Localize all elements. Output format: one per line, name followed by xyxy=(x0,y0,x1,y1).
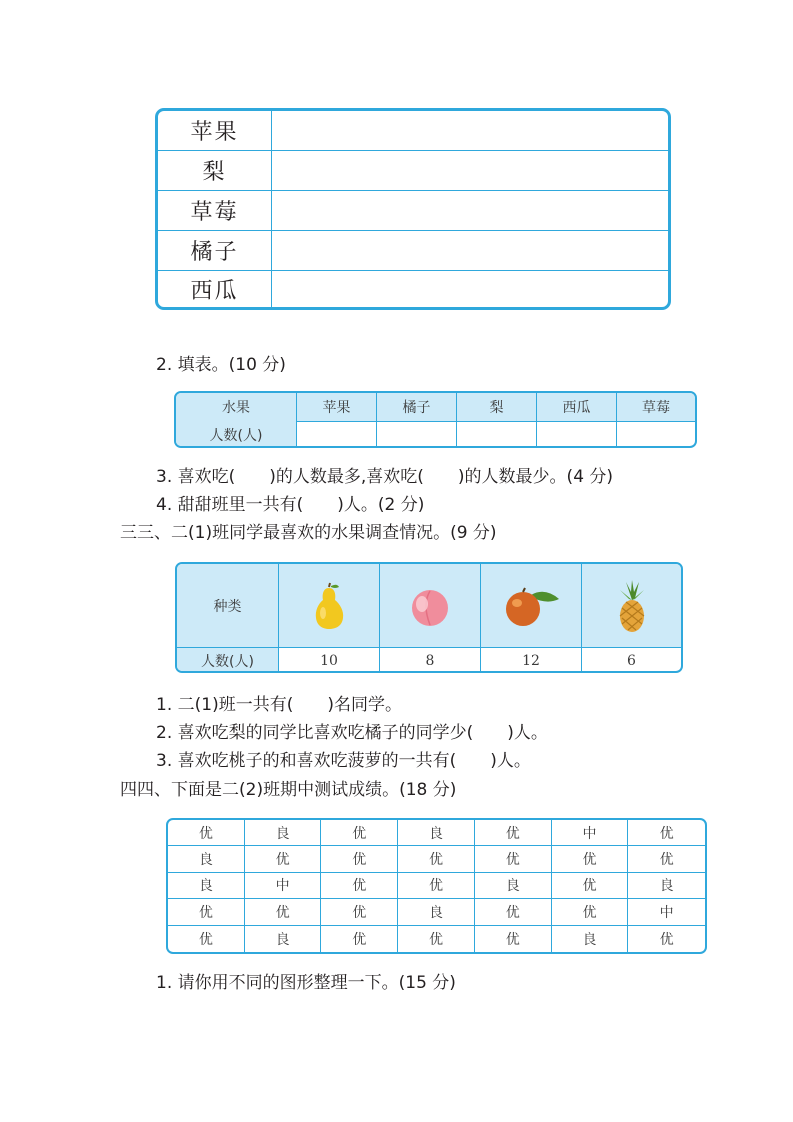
section-4-title: 四四、下面是二(2)班期中测试成绩。(18 分) xyxy=(120,780,457,800)
table-row xyxy=(158,191,668,231)
grade-cell: 良 xyxy=(245,820,322,845)
blank-cell xyxy=(377,421,457,448)
question-3: 3. 喜欢吃( )的人数最多,喜欢吃( )的人数最少。(4 分) xyxy=(156,467,614,487)
grade-cell: 良 xyxy=(168,846,245,871)
fruit-cell xyxy=(380,564,481,647)
section-4-question-1: 1. 请你用不同的图形整理一下。(15 分) xyxy=(156,973,456,993)
grade-cell: 优 xyxy=(321,873,398,898)
blank-cell xyxy=(457,421,537,448)
question-2: 2. 填表。(10 分) xyxy=(156,355,286,375)
table-row xyxy=(168,926,705,952)
grade-cell: 优 xyxy=(245,899,322,924)
header-cell: 草莓 xyxy=(642,400,670,416)
table-row xyxy=(177,648,681,673)
section-3-question-1: 1. 二(1)班一共有( )名同学。 xyxy=(156,695,402,715)
fill-in-table xyxy=(174,391,697,448)
question-4: 4. 甜甜班里一共有( )人。(2 分) xyxy=(156,495,425,515)
grade-cell: 中 xyxy=(552,820,629,845)
grade-cell: 优 xyxy=(168,926,245,952)
grade-cell: 良 xyxy=(245,926,322,952)
grade-cell: 优 xyxy=(398,846,475,871)
table-row xyxy=(168,873,705,899)
grade-cell: 优 xyxy=(398,873,475,898)
table-row xyxy=(158,111,668,151)
fruit-label: 梨 xyxy=(158,151,272,190)
fruit-list-table xyxy=(155,108,671,310)
grade-cell: 优 xyxy=(552,899,629,924)
grade-cell: 优 xyxy=(321,899,398,924)
grade-cell: 良 xyxy=(552,926,629,952)
fruit-label: 苹果 xyxy=(158,111,272,150)
header-cell: 苹果 xyxy=(297,393,377,421)
grade-cell: 良 xyxy=(475,873,552,898)
grade-cell: 优 xyxy=(659,852,674,869)
grade-cell: 优 xyxy=(552,846,629,871)
grade-cell: 优 xyxy=(321,846,398,871)
blank-cell xyxy=(617,421,695,448)
grade-cell: 良 xyxy=(168,873,245,898)
grade-cell: 优 xyxy=(659,931,674,948)
table-row xyxy=(168,846,705,872)
fruit-cell xyxy=(582,564,681,647)
grade-cell: 优 xyxy=(168,899,245,924)
fruit-label: 西瓜 xyxy=(158,271,272,307)
fruit-survey-table xyxy=(175,562,683,673)
count-cell: 6 xyxy=(627,652,636,669)
grade-cell: 优 xyxy=(475,820,552,845)
row-label: 人数(人) xyxy=(176,421,297,448)
blank-cell xyxy=(537,421,617,448)
grade-cell: 优 xyxy=(552,873,629,898)
count-label: 人数(人) xyxy=(177,648,279,673)
grade-cell: 优 xyxy=(475,926,552,952)
orange-icon xyxy=(501,583,561,629)
grade-cell: 优 xyxy=(168,820,245,845)
grade-cell: 良 xyxy=(398,899,475,924)
table-row xyxy=(168,820,705,846)
header-cell: 西瓜 xyxy=(537,393,617,421)
section-3-question-2: 2. 喜欢吃梨的同学比喜欢吃橘子的同学少( )人。 xyxy=(156,723,548,743)
table-row xyxy=(168,899,705,925)
section-3-question-3: 3. 喜欢吃桃子的和喜欢吃菠萝的一共有( )人。 xyxy=(156,751,531,771)
blank-cell xyxy=(297,421,377,448)
table-header-row xyxy=(177,564,681,648)
fruit-cell xyxy=(279,564,380,647)
grade-cell: 优 xyxy=(321,926,398,952)
count-cell: 12 xyxy=(481,648,582,673)
section-3-title: 三三、二(1)班同学最喜欢的水果调查情况。(9 分) xyxy=(120,523,497,543)
fruit-label: 草莓 xyxy=(158,191,272,230)
grade-cell: 中 xyxy=(659,904,674,921)
grade-cell: 良 xyxy=(659,878,674,895)
grade-cell: 良 xyxy=(398,820,475,845)
count-cell: 10 xyxy=(279,648,380,673)
table-row xyxy=(176,421,695,448)
peach-icon xyxy=(408,584,452,628)
grade-cell: 优 xyxy=(321,820,398,845)
header-cell: 橘子 xyxy=(377,393,457,421)
pineapple-icon xyxy=(612,578,652,634)
grade-cell: 优 xyxy=(475,846,552,871)
grade-cell: 优 xyxy=(398,926,475,952)
grade-cell: 优 xyxy=(245,846,322,871)
header-cell: 梨 xyxy=(457,393,537,421)
fruit-label: 橘子 xyxy=(158,231,272,270)
table-row xyxy=(158,151,668,191)
grade-cell: 中 xyxy=(245,873,322,898)
grade-cell: 优 xyxy=(475,899,552,924)
header-cell: 水果 xyxy=(176,393,297,421)
grade-cell: 优 xyxy=(659,825,674,842)
pear-icon xyxy=(309,581,349,631)
table-row xyxy=(158,231,668,271)
grades-table xyxy=(166,818,707,954)
table-header-row xyxy=(176,393,695,422)
count-cell: 8 xyxy=(380,648,481,673)
table-row xyxy=(158,271,668,307)
type-label: 种类 xyxy=(177,564,279,647)
fruit-cell xyxy=(481,564,582,647)
